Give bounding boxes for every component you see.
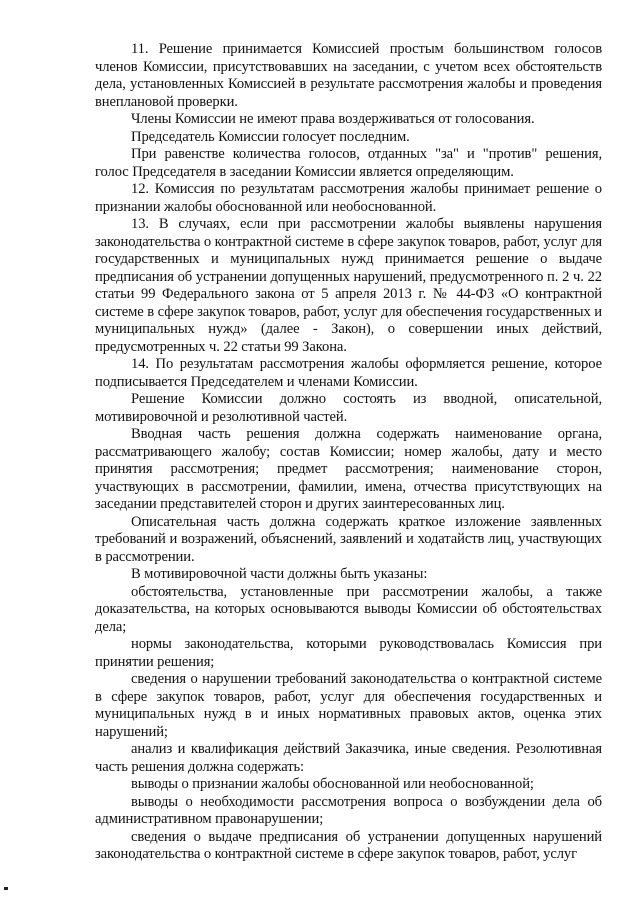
scan-mark [4, 887, 8, 890]
paragraph-motivational-part: В мотивировочной части должны быть указаны: [131, 566, 428, 582]
paragraph-analysis: анализ и квалификация действий Заказчика, иные сведения. Резолютивная часть решения должна содержать: [95, 741, 602, 775]
paragraph-circumstances: обстоятельства, установленные при рассмотрении жалобы, а также доказательства, на которых основываются выводы Комиссии об обстоятельствах дела; [95, 583, 602, 635]
paragraph-12: 12. Комиссия по результатам рассмотрения жалобы принимает решение о признании жалобы обоснованной или необоснованной. [95, 181, 602, 215]
paragraph-violations: сведения о нарушении требований законодательства о контрактной системе в сфере закупок товаров, работ, услуг для обеспечения государственных и муниципальных нужд в и иных нормативных правовых актов, оценка этих нарушений; [95, 671, 602, 740]
paragraph-decision-parts: Решение Комиссии должно состоять из вводной, описательной, мотивировочной и резолютивной частей. [95, 391, 602, 425]
paragraph-descriptive-part: Описательная часть должна содержать краткое изложение заявленных требований и возражений, объяснений, заявлений и ходатайств лиц, участвующих в рассмотрении. [95, 513, 602, 565]
paragraph-tie-vote: При равенстве количества голосов, отданных "за" и "против" решения, голос Председателя в заседании Комиссии является определяющим. [95, 146, 602, 180]
paragraph-13: 13. В случаях, если при рассмотрении жалобы выявлены нарушения законодательства о контрактной системе в сфере закупок товаров, работ, услуг для государственных и муниципальных нужд принимается решение о выдаче предписания об устранении допущенных нарушений, предусмотренного п. 2 ч. 22 статьи 99 Федерального закона от 5 апреля 2013 г. № 44-ФЗ «О контрактной системе в сфере закупок товаров, работ, услуг для обеспечения государственных и муниципальных нужд» (далее - Закон), о совершении иных действий, предусмотренных ч. 22 статьи 99 Закона. [95, 216, 602, 355]
paragraph-legal-norms: нормы законодательства, которыми руководствовалась Комиссия при принятии решения; [95, 636, 602, 670]
paragraph-chair-votes-last: Председатель Комиссии голосует последним. [131, 128, 410, 145]
paragraph-11: 11. Решение принимается Комиссией простым большинством голосов членов Комиссии, присутствовавших на заседании, с учетом всех обстоятельств дела, установленных Комиссией в результате рассмотрения жалобы и проведения внеплановой проверки. [95, 41, 602, 110]
paragraph-introductory-part: Вводная часть решения должна содержать наименование органа, рассматривающего жалобу; состав Комиссии; номер жалобы, дату и место принятия рассмотрения; предмет рассмотрения; наименование сторон, участвующих в рассмотрении, фамилии, имена, отчества присутствующих на заседании представителей сторон и других заинтересованных лиц. [95, 426, 602, 512]
paragraph-conclusions-complaint: выводы о признании жалобы обоснованной или необоснованной; [131, 776, 534, 792]
paragraph-14: 14. По результатам рассмотрения жалобы оформляется решение, которое подписывается Председателем и членами Комиссии. [95, 356, 602, 390]
paragraph-conclusions-administrative: выводы о необходимости рассмотрения вопроса о возбуждении дела об административном правонарушении; [95, 793, 602, 827]
paragraph-prescription: сведения о выдаче предписания об устранении допущенных нарушений законодательства о контрактной системе в сфере закупок товаров, работ, услуг [95, 828, 602, 862]
paragraph-abstain: Члены Комиссии не имеют права воздерживаться от голосования. [131, 111, 535, 127]
